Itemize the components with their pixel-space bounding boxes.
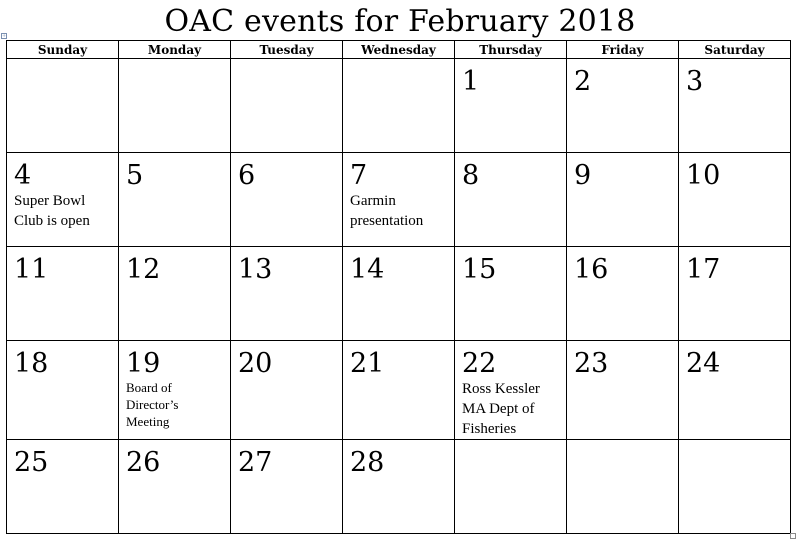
day-cell[interactable] — [231, 341, 343, 440]
day-cell[interactable] — [343, 153, 455, 247]
day-number: 25 — [14, 447, 49, 478]
day-cell[interactable] — [7, 440, 119, 534]
day-number: 15 — [462, 254, 497, 285]
day-number — [7, 59, 118, 67]
day-number: 21 — [350, 348, 385, 379]
day-cell[interactable] — [119, 59, 231, 153]
day-event: Board of Director’s Meeting — [126, 380, 179, 429]
day-cell[interactable] — [7, 247, 119, 341]
weekday-header: Saturday — [679, 41, 791, 59]
day-number: 28 — [350, 447, 385, 478]
day-number: 8 — [462, 160, 480, 191]
day-number — [119, 59, 230, 67]
day-cell[interactable] — [343, 341, 455, 440]
day-number: 5 — [126, 160, 144, 191]
day-cell[interactable] — [7, 153, 119, 247]
day-cell[interactable] — [231, 247, 343, 341]
table-resize-handle-icon[interactable] — [790, 533, 796, 539]
day-event: Super Bowl Club is open — [14, 193, 90, 229]
weekday-header: Tuesday — [231, 41, 343, 59]
day-cell[interactable] — [679, 59, 791, 153]
day-cell[interactable] — [567, 341, 679, 440]
day-cell[interactable] — [567, 247, 679, 341]
day-cell[interactable] — [343, 247, 455, 341]
week-row — [7, 247, 791, 341]
weekday-header: Monday — [119, 41, 231, 59]
week-row — [7, 440, 791, 534]
day-number: 22 — [462, 348, 497, 379]
day-event: Ross Kessler MA Dept of Fisheries — [462, 381, 540, 437]
day-number: 6 — [238, 160, 256, 191]
week-row — [7, 341, 791, 440]
weekday-header: Friday — [567, 41, 679, 59]
day-cell[interactable] — [455, 341, 567, 440]
day-number: 12 — [126, 254, 161, 285]
day-number: 13 — [238, 254, 273, 285]
weekday-header: Sunday — [7, 41, 119, 59]
day-number — [455, 440, 566, 448]
day-number: 1 — [462, 66, 480, 97]
table-move-handle-icon[interactable]: + — [2, 33, 7, 39]
day-cell[interactable] — [679, 440, 791, 534]
weekday-header: Wednesday — [343, 41, 455, 59]
day-number: 9 — [574, 160, 592, 191]
day-number: 19 — [126, 348, 161, 379]
day-cell[interactable] — [567, 440, 679, 534]
day-cell[interactable] — [455, 59, 567, 153]
day-cell[interactable] — [231, 153, 343, 247]
calendar-title: OAC events for February 2018 — [164, 4, 636, 39]
day-number — [343, 59, 454, 67]
day-cell[interactable] — [567, 59, 679, 153]
weekday-header: Thursday — [455, 41, 567, 59]
day-number: 26 — [126, 447, 161, 478]
day-number — [679, 440, 790, 448]
day-number: 23 — [574, 348, 609, 379]
day-cell[interactable] — [455, 440, 567, 534]
day-number: 11 — [14, 254, 49, 285]
day-cell[interactable] — [119, 440, 231, 534]
day-cell[interactable] — [231, 59, 343, 153]
weekday-header-row — [7, 41, 791, 59]
day-number: 16 — [574, 254, 609, 285]
day-number: 4 — [14, 160, 32, 191]
week-row — [7, 153, 791, 247]
day-cell[interactable] — [343, 440, 455, 534]
day-cell[interactable] — [567, 153, 679, 247]
day-number — [567, 440, 678, 448]
calendar-table — [6, 40, 791, 534]
day-cell[interactable] — [455, 153, 567, 247]
day-number: 3 — [686, 66, 704, 97]
day-number: 24 — [686, 348, 721, 379]
day-cell[interactable] — [7, 59, 119, 153]
day-cell[interactable] — [343, 59, 455, 153]
day-number: 2 — [574, 66, 592, 97]
day-event: Garmin presentation — [350, 193, 424, 229]
day-number: 7 — [350, 160, 368, 191]
day-cell[interactable] — [119, 341, 231, 440]
day-number: 14 — [350, 254, 385, 285]
day-cell[interactable] — [119, 153, 231, 247]
day-cell[interactable] — [231, 440, 343, 534]
week-row — [7, 59, 791, 153]
day-cell[interactable] — [7, 341, 119, 440]
day-number: 18 — [14, 348, 49, 379]
day-number: 17 — [686, 254, 721, 285]
day-cell[interactable] — [679, 153, 791, 247]
day-cell[interactable] — [119, 247, 231, 341]
day-number — [231, 59, 342, 67]
day-cell[interactable] — [679, 341, 791, 440]
day-number: 27 — [238, 447, 273, 478]
day-cell[interactable] — [679, 247, 791, 341]
day-number: 10 — [686, 160, 721, 191]
day-cell[interactable] — [455, 247, 567, 341]
day-number: 20 — [238, 348, 273, 379]
